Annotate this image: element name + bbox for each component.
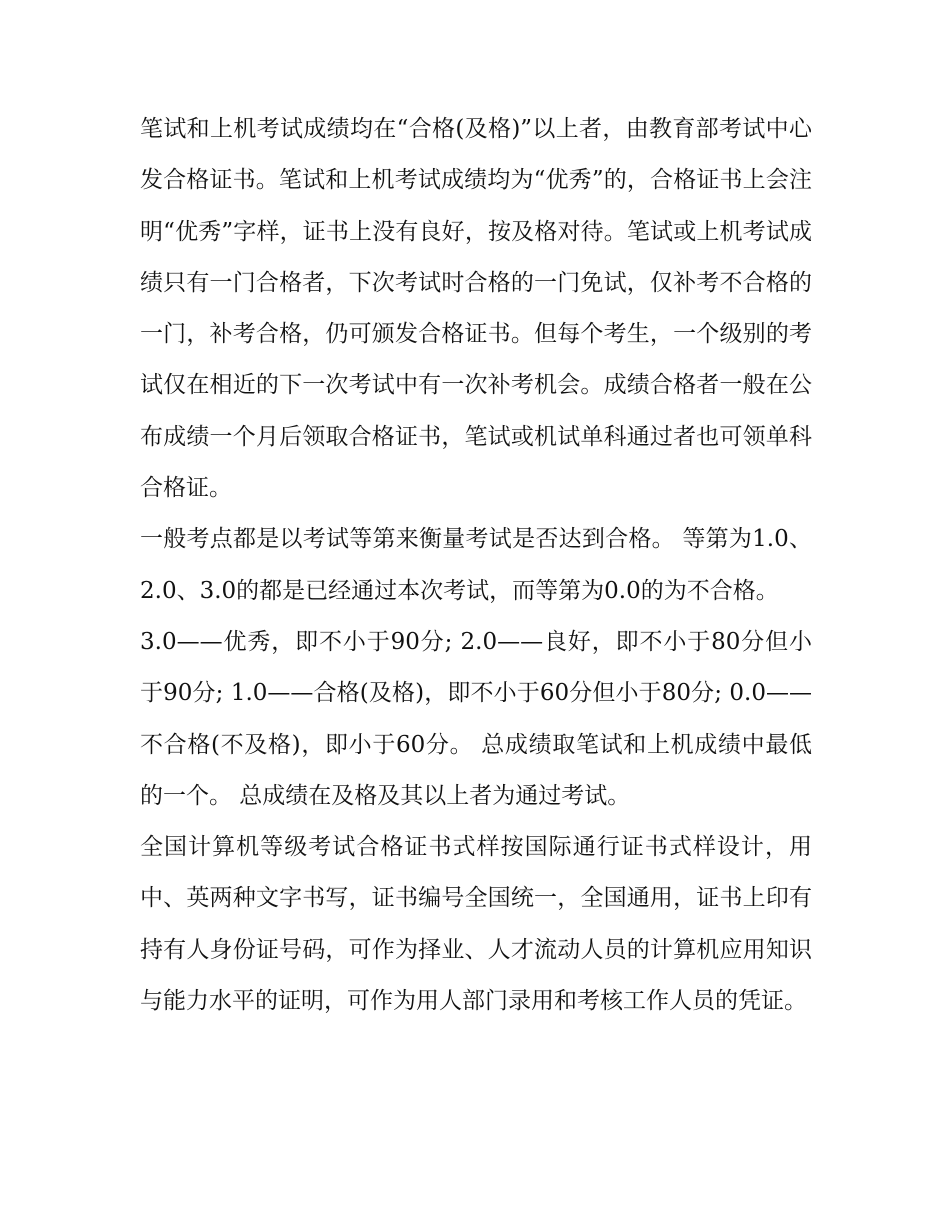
- paragraph-grade-levels: 一般考点都是以考试等第来衡量考试是否达到合格。 等第为1.0、2.0、3.0的都是已经通过本次考试，而等第为0.0的为不合格。: [140, 526, 812, 604]
- document-body: [140, 104, 812, 1027]
- paragraph-grade-scores: 3.0——优秀，即不小于90分; 2.0——良好，即不小于80分但小于90分; 1.0——合格(及格)，即不小于60分但小于80分; 0.0——不合格(不及格)，即小于60分。 总成绩取笔试和上机成绩中最低的一个。 总成绩在及格及其以上者为通过考试。: [140, 628, 812, 809]
- paragraph-certificate-design: 全国计算机等级考试合格证书式样按国际通行证书式样设计，用中、英两种文字书写，证书编号全国统一，全国通用，证书上印有持有人身份证号码，可作为择业、人才流动人员的计算机应用知识与能力水平的证明，可作为用人部门录用和考核工作人员的凭证。: [140, 834, 812, 1015]
- paragraph-certificate-rules: 笔试和上机考试成绩均在“合格(及格)”以上者，由教育部考试中心发合格证书。笔试和上机考试成绩均为“优秀”的，合格证书上会注明“优秀”字样，证书上没有良好，按及格对待。笔试或上机考试成绩只有一门合格者，下次考试时合格的一门免试，仅补考不合格的一门，补考合格，仍可颁发合格证书。但每个考生，一个级别的考试仅在相近的下一次考试中有一次补考机会。成绩合格者一般在公布成绩一个月后领取合格证书，笔试或机试单科通过者也可领单科合格证。: [140, 116, 812, 502]
